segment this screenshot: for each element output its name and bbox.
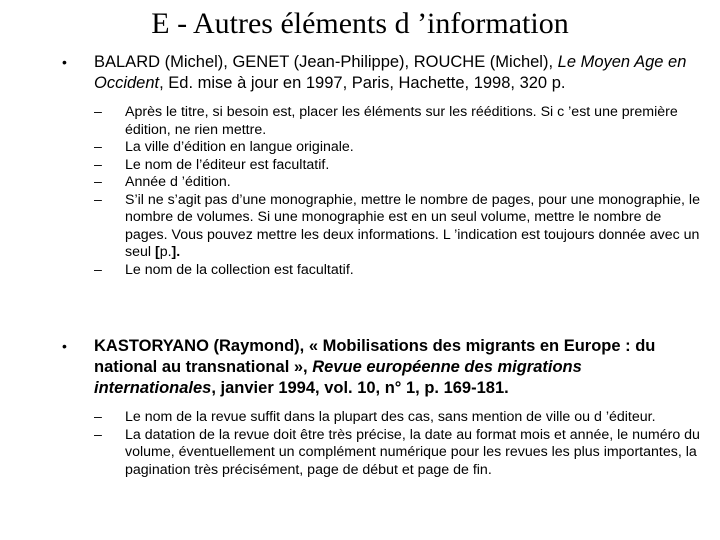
slide-title: E - Autres éléments d ’information [151, 7, 569, 40]
note-item [94, 104, 702, 139]
reference-book [62, 52, 702, 94]
dash: – [94, 409, 102, 425]
dash: – [94, 191, 102, 208]
note-text: La datation de la revue doit être très précise, la date au format mois et année, le numéro du volume, éventuellement un complément numérique pour les revues les plus importantes, la pagination très précisément, page de début et page de fin. [125, 426, 700, 478]
bullet-dot: • [62, 338, 67, 354]
article-notes [62, 409, 702, 479]
article-details: , janvier 1994, vol. 10, n° 1, p. 169-181. [211, 379, 509, 397]
note-text: Le nom de la revue suffit dans la plupart des cas, sans mention de ville ou d ’éditeur. [125, 409, 656, 425]
note-item [94, 427, 702, 480]
reference-article [62, 336, 702, 399]
dash: – [94, 104, 102, 120]
book-notes [62, 104, 702, 279]
journal-title: Revue européenne des migrations internationales [94, 358, 582, 397]
bullet-kastoryano [62, 336, 702, 479]
note-item [94, 174, 702, 192]
note-text: La ville d’édition en langue originale. [125, 139, 354, 155]
note-text: Le nom de l’éditeur est facultatif. [125, 156, 330, 173]
note-text: Après le titre, si besoin est, placer les éléments sur les rééditions. Si c ’est une première édition, ne rien mettre. [125, 104, 678, 138]
book-title: Le Moyen Age en Occident [94, 53, 687, 92]
note-item [94, 192, 702, 262]
dash: – [94, 156, 102, 173]
dash: – [94, 261, 102, 278]
article-authors-title: KASTORYANO (Raymond), « Mobilisations des migrants en Europe : du national au transnational », [94, 337, 656, 376]
note-text: S’il ne s’agit pas d’une monographie, mettre le nombre de pages, pour une monographie, le nombre de volumes. Si une monographie est en un seul volume, mettre le nombre de pages. Vous pouvez mettre les deux informations. L ’indication est toujours donnée avec un seul [125, 191, 700, 260]
note-item [94, 409, 702, 427]
book-authors: BALARD (Michel), GENET (Jean-Philippe), ROUCHE (Michel), [94, 53, 558, 71]
dash: – [94, 426, 102, 443]
bracket-close: ]. [171, 244, 181, 260]
note-text: Le nom de la collection est facultatif. [125, 261, 354, 278]
bullet-balard [62, 52, 702, 279]
note-item [94, 139, 702, 157]
book-details: , Ed. mise à jour en 1997, Paris, Hachette, 1998, 320 p. [159, 74, 566, 92]
note-item [94, 157, 702, 175]
dash: – [94, 174, 102, 190]
page-abbr: p. [159, 244, 172, 260]
bullet-dot: • [62, 54, 67, 70]
note-text: Année d ’édition. [125, 174, 231, 190]
note-item [94, 262, 702, 280]
bracket-open: [ [154, 244, 160, 260]
dash: – [94, 139, 102, 155]
